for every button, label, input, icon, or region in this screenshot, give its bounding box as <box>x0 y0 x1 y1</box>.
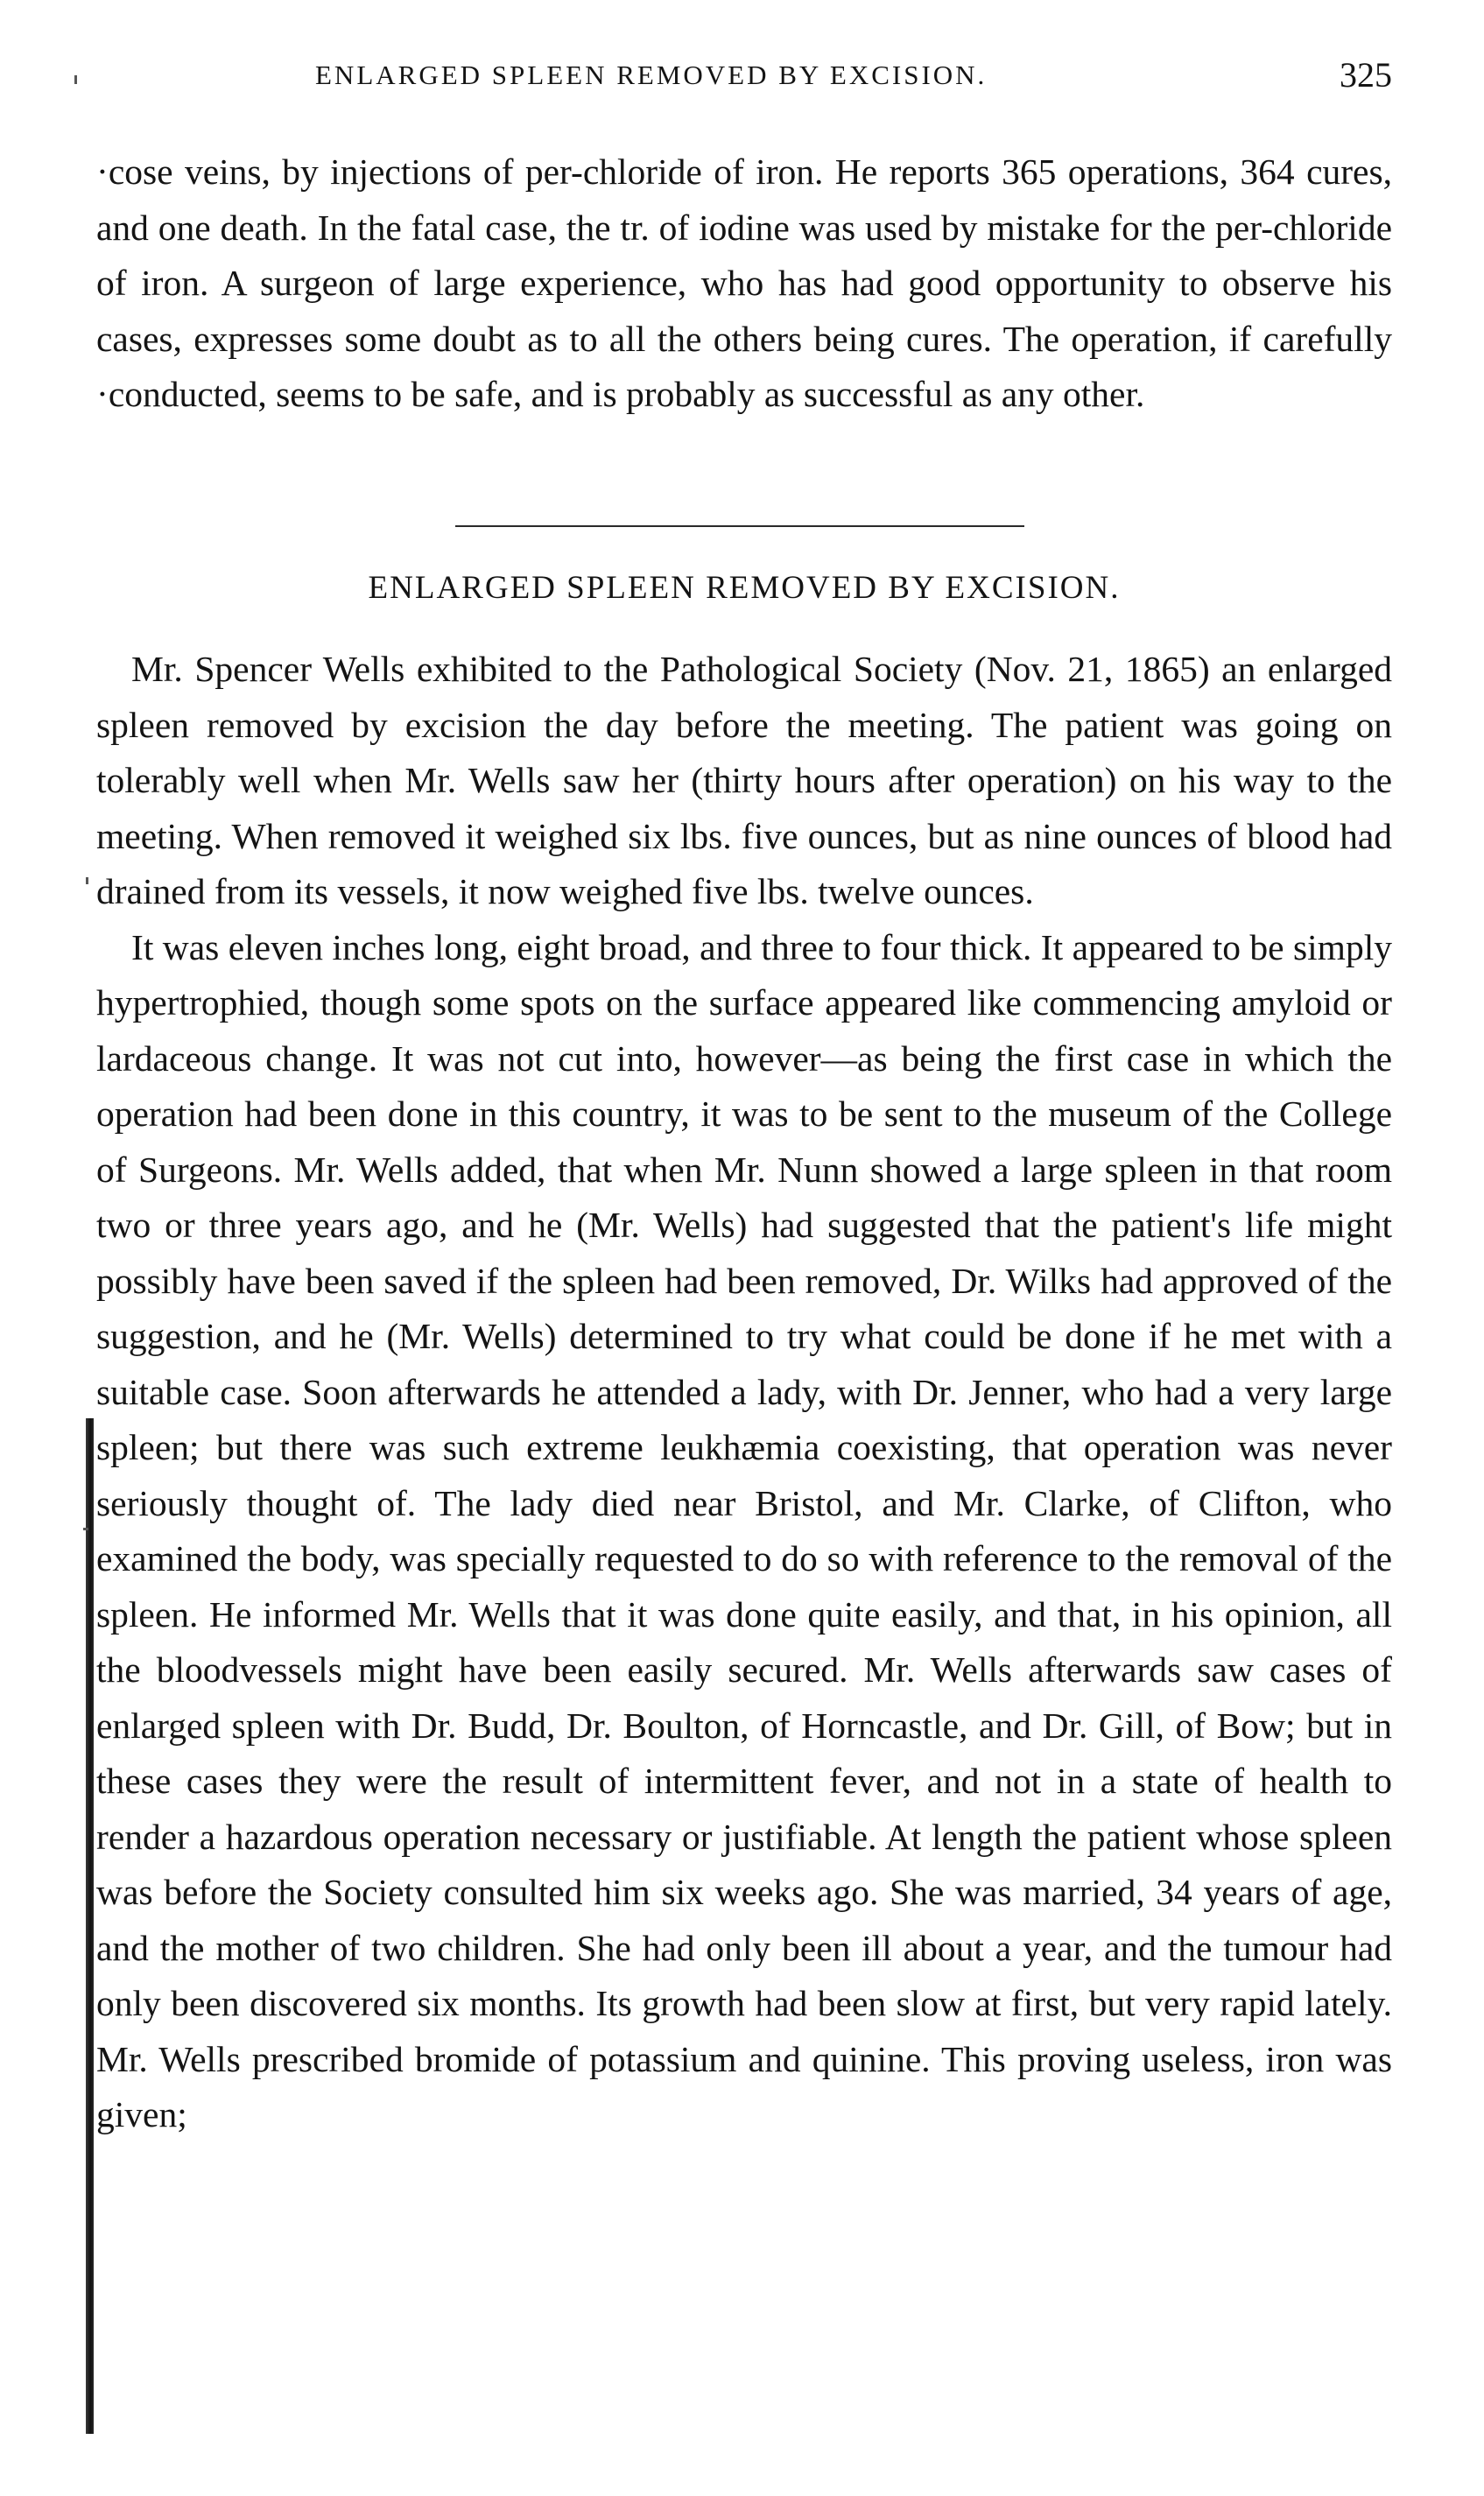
section-heading: ENLARGED SPLEEN REMOVED BY EXCISION. <box>368 570 1121 606</box>
running-title: ENLARGED SPLEEN REMOVED BY EXCISION. <box>315 60 988 90</box>
article-body <box>96 642 1392 2143</box>
running-head <box>96 55 1392 112</box>
scan-speck <box>83 1528 88 1530</box>
continued-text-block <box>96 144 1392 423</box>
section-divider-rule <box>455 525 1024 527</box>
scan-speck <box>86 877 88 884</box>
body-paragraph-1: Mr. Spencer Wells exhibited to the Pathological Society (Nov. 21, 1865) an enlarged spleen removed by excision the day before the meeting. The patient was going on tolerably well when Mr. Wells saw her (thirty hours after operation) on his way to the meeting. When removed it weighed six lbs. five ounces, but as nine ounces of blood had drained from its vessels, it now weighed five lbs. twelve ounces. <box>96 649 1392 911</box>
scan-speck <box>74 75 77 84</box>
body-paragraph-2: It was eleven inches long, eight broad, and three to four thick. It appeared to be simply hypertrophied, though some spots on the surface appeared like commencing amyloid or lardaceous change. It was not cut into, however—as being the first case in which the operation had been done in this country, it was to be sent to the museum of the College of Surgeons. Mr. Wells added, that when Mr. Nunn showed a large spleen in that room two or three years ago, and he (Mr. Wells) had suggested that the patient's life might possibly have been saved if the spleen had been removed, Dr. Wilks had approved of the suggestion, and he (Mr. Wells) determined to try what could be done if he met with a suitable case. Soon afterwards he attended a lady, with Dr. Jenner, who had a very large spleen; but there was such extreme leukhæmia coexisting, that operation was never seriously thought of. The lady died near Bristol, and Mr. Clarke, of Clifton, who examined the body, was specially requested to do so with reference to the removal of the spleen. He informed Mr. Wells that it was done quite easily, and that, in his opinion, all the bloodvessels might have been easily secured. Mr. Wells afterwards saw cases of enlarged spleen with Dr. Budd, Dr. Boulton, of Horncastle, and Dr. Gill, of Bow; but in these cases they were the result of intermittent fever, and not in a state of health to render a hazardous operation necessary or justifiable. At length the patient whose spleen was before the Society consulted him six weeks ago. She was married, 34 years of age, and the mother of two children. She had only been ill about a year, and the tumour had only been discovered six months. Its growth had been slow at first, but very rapid lately. Mr. Wells prescribed bromide of potassium and quinine. This proving useless, iron was given; <box>96 926 1392 2134</box>
continued-paragraph: ·cose veins, by injections of per-chloride of iron. He reports 365 operations, 364 cures, and one death. In the fatal case, the tr. of iodine was used by mistake for the per-chloride of iron. A surgeon of large experience, who has had good opportunity to observe his cases, expresses some doubt as to all the others being cures. The operation, if carefully ·conducted, seems to be safe, and is probably as successful as any other. <box>96 151 1392 414</box>
page-number: 325 <box>1340 55 1392 95</box>
binding-gutter-shadow <box>86 1418 94 2434</box>
